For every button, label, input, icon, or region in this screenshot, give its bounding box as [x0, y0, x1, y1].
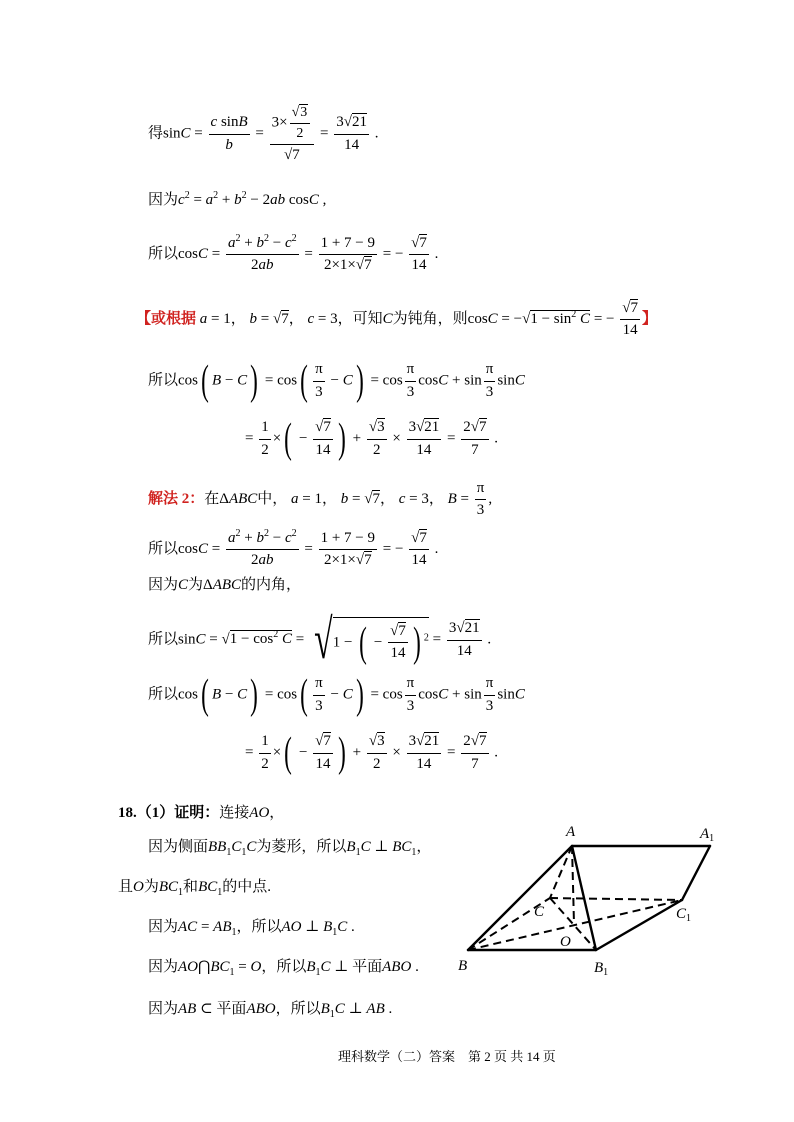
q18-step-1: 因为侧面$BB_1C_1C$为菱形，所以$B_1C$ ⊥ $BC_1$， — [148, 839, 432, 858]
label-C: C — [534, 904, 545, 920]
q18-heading: 18.（1）证明：连接AO， — [118, 805, 285, 821]
label-O: O — [560, 934, 571, 950]
page-footer: 理科数学（二）答案 第 2 页 共 14 页 — [338, 1049, 556, 1064]
label-C1: $C_1$ — [676, 906, 692, 924]
eq-cosC-2: 所以cosC = $\frac{a^2 + b^2 - c^2}{2ab}$ = $\frac{1 + 7 - 9}{2\times 1\times√7}$ = − $\frac{√7}{14}$ . — [148, 528, 439, 569]
eq-cos-BminusC-result-1: = $\frac{1}{2}$ ×( − $\frac{√7}{14}$ ) + $\frac{√3}{2}$ × $\frac{3√21}{14}$ = $\frac{2√7}{7}$ . — [245, 416, 498, 462]
q18-step-3: 因为AC = $AB_1$，所以AO ⊥ $B_1C$ . — [148, 919, 355, 938]
method-2-intro: 解法 2：在ΔABC中， a = 1， b = √7， c = 3， B = $\frac{\pi}{3}$ , — [148, 480, 493, 519]
q18-step-5: 因为AB ⊂ 平面ABO，所以$B_1C$ ⊥ AB . — [148, 1001, 393, 1020]
eq-sinC-law-of-sines: 得sinC = $\frac{\text{c sinB}}{b}$ = 3× $\frac{√3}{2}$ √7 = $\frac{3√21}{14}$ . — [148, 105, 379, 164]
label-A1: $A_1$ — [700, 826, 715, 844]
eq-cos-BminusC-2: 所以cos( B − C) = cos( $\frac{\pi}{3}$ − C) = cos $\frac{\pi}{3}$ cosC + sin $\frac{\pi}{3}$ sinC — [148, 672, 525, 718]
edge-C-C1 — [550, 898, 682, 900]
label-B: B — [458, 958, 468, 974]
interior-angle-statement: 因为C为ΔABC的内角， — [148, 577, 302, 593]
alt-method-note: 【或根据 a = 1， b = √7， c = 3，可知C为钝角，则$\cos C = -√1 - \sin^2 C$ = − $\frac{√7}{14}$ 】 — [136, 300, 657, 339]
label-A: A — [566, 824, 576, 840]
edge-C1-B1 — [596, 900, 682, 950]
eq-cosine-law: 因为$c^2 = a^2 + b^2 - 2ab$ cosC , — [148, 190, 327, 208]
edge-A1-C1 — [682, 846, 710, 900]
eq-sinC-2: 所以$\sin C = √1 - \cos^2 C = √1$ − ( − $\frac{√7}{14}$ ) $^2$ = $\frac{3√21}{14}$ . — [148, 609, 492, 671]
q18-step-2: 且O为$BC_1$和$BC_1$的中点. — [118, 879, 271, 898]
label-B1: $B_1$ — [594, 960, 609, 978]
prism-figure — [450, 820, 730, 980]
eq-cos-BminusC-1: 所以cos( B − C) = cos( $\frac{\pi}{3}$ − C) = cos $\frac{\pi}{3}$ cosC + sin $\frac{\pi}{3}$ sinC — [148, 358, 525, 404]
eq-cos-BminusC-result-2: = $\frac{1}{2}$ ×( − $\frac{√7}{14}$ ) + $\frac{√3}{2}$ × $\frac{3√21}{14}$ = $\frac{2√7}{7}$ . — [245, 730, 498, 776]
eq-cosC-1: 所以cosC = $\frac{a^2 + b^2 - c^2}{2ab}$ = $\frac{1 + 7 - 9}{2\times 1\times√7}$ = − $\frac{√7}{14}$ . — [148, 233, 439, 274]
edge-A-C — [550, 846, 572, 898]
edge-B-C1 — [468, 900, 682, 950]
q18-step-4: 因为$AO⋂BC_1 = O$，所以$B_1C$ ⊥ 平面ABO . — [148, 959, 419, 978]
